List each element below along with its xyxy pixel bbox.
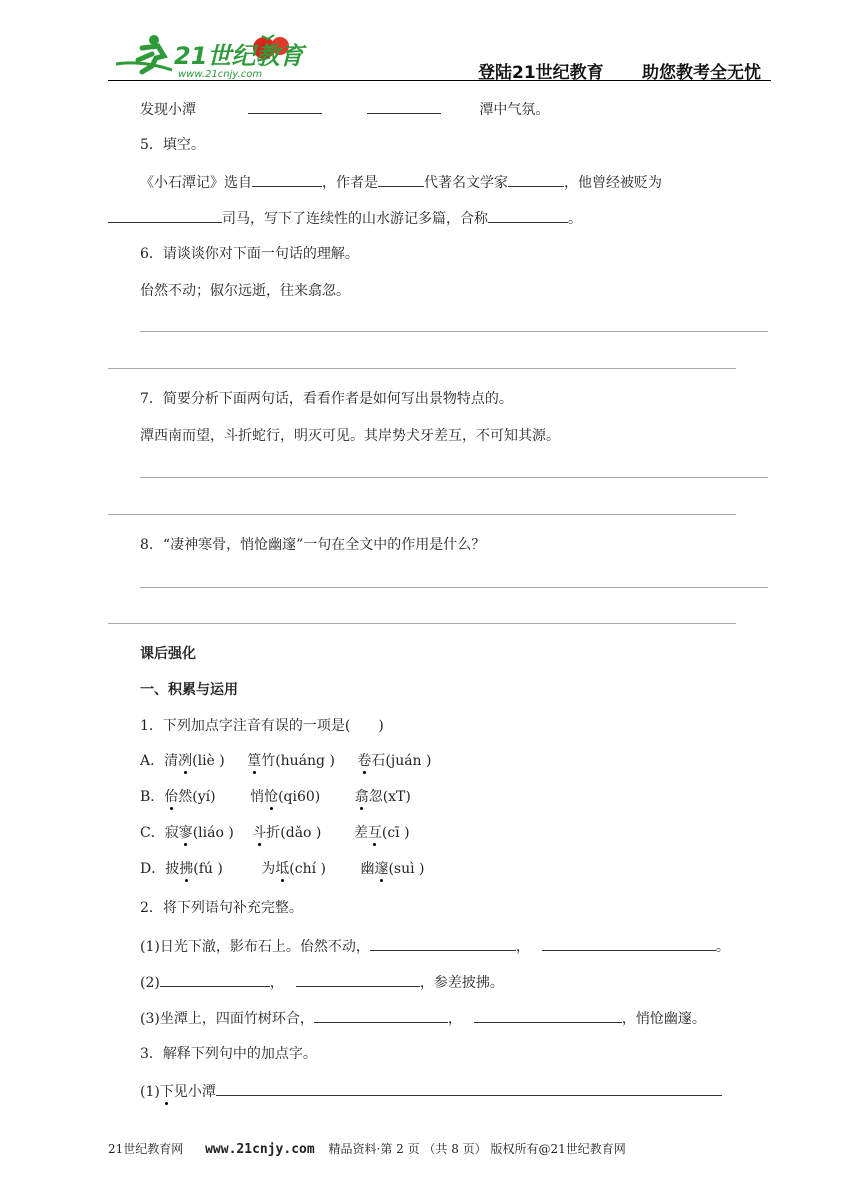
pinyin: (cī ) [381, 825, 410, 841]
pinyin: 石(juán ) [371, 753, 432, 769]
pinyin: 折(dǎo ) [266, 825, 322, 841]
blank[interactable] [370, 937, 516, 951]
option-label: D．披 [140, 861, 180, 877]
header-site-title: 登陆21世纪教育 [478, 63, 604, 83]
runner-icon [116, 35, 172, 72]
q5-para-1 [140, 173, 662, 191]
q8-title: 8．“凄神寒骨，悄怆幽邃”一句在全文中的作用是什么？ [140, 537, 486, 553]
blank[interactable] [367, 100, 441, 114]
pinyin: (suì ) [388, 861, 425, 877]
plain-char: 为 [261, 861, 276, 877]
plain-char: 幽 [360, 861, 375, 877]
blank[interactable] [216, 1082, 722, 1096]
logo-url: www.21cnjy.com [178, 69, 263, 80]
dotted-char: 互 [367, 825, 382, 841]
option-label: B． [140, 789, 165, 805]
dotted-char: 冽 [178, 753, 193, 769]
dotted-char: 寥 [178, 825, 193, 841]
blank[interactable] [314, 1009, 448, 1023]
q2-text: ， [447, 1011, 462, 1027]
answer-line[interactable] [140, 331, 768, 332]
q2-text: ，悄怆幽邃。 [621, 1011, 706, 1027]
q4-line-start: 发现小潭 [140, 102, 196, 118]
q5-text: 司马，写下了连续性的山水游记多篇，合称 [222, 211, 488, 227]
answer-line[interactable] [140, 587, 768, 588]
pinyin: (fú ) [193, 861, 223, 877]
dotted-char: 卷 [357, 753, 372, 769]
q5-text: ，作者是 [322, 175, 378, 191]
answer-line[interactable] [108, 368, 736, 369]
q2-text: ， [515, 939, 530, 955]
dotted-char: 怆 [264, 789, 279, 805]
option-d[interactable] [140, 861, 425, 877]
site-logo [112, 30, 312, 80]
footer-url[interactable]: www.21cnjy.com [205, 1142, 315, 1157]
answer-line[interactable] [140, 477, 768, 478]
plain-char: 差 [353, 825, 368, 841]
blank[interactable] [508, 173, 564, 187]
pinyin: (chí ) [289, 861, 326, 877]
option-label: A．清 [140, 753, 179, 769]
page-footer [108, 1140, 626, 1157]
q3-item-1 [140, 1082, 722, 1100]
option-label: C．寂 [140, 825, 179, 841]
dotted-char: 坻 [275, 861, 290, 877]
dotted-char: 篁 [247, 753, 262, 769]
q3-text: 见小潭 [173, 1084, 216, 1100]
blank[interactable] [296, 973, 420, 987]
q3-title: 3．解释下列句中的加点字。 [140, 1046, 317, 1062]
q2-text: 。 [715, 939, 730, 955]
header-slogan: 助您教考全无忧 [642, 63, 761, 83]
dotted-char: 佁 [164, 789, 179, 805]
q2-text: (2) [140, 975, 160, 991]
blank[interactable] [542, 937, 716, 951]
q4-line [140, 100, 549, 118]
blank[interactable] [252, 173, 322, 187]
q6-quote: 佁然不动；俶尔远逝，往来翕忽。 [140, 283, 350, 299]
blank[interactable] [488, 209, 568, 223]
blank[interactable] [108, 209, 222, 223]
q2-title: 2．将下列语句补充完整。 [140, 900, 303, 916]
pinyin: (liáo ) [192, 825, 234, 841]
mc1-title: 1．下列加点字注音有误的一项是( ) [140, 718, 384, 734]
blank[interactable] [248, 100, 322, 114]
pinyin: (liè ) [192, 753, 225, 769]
footer-site-name: 21世纪教育网 [108, 1142, 184, 1156]
pinyin: 忽(xT) [368, 789, 411, 805]
dotted-char: 拂 [179, 861, 194, 877]
blank[interactable] [474, 1009, 622, 1023]
answer-line[interactable] [108, 623, 736, 624]
blank[interactable] [160, 973, 270, 987]
pinyin: 然(yí) [178, 789, 216, 805]
q5-para-2 [108, 209, 582, 227]
pinyin: (qi60) [278, 789, 321, 805]
q6-title: 6．请谈谈你对下面一句话的理解。 [140, 246, 359, 262]
q5-title: 5．填空。 [140, 137, 205, 153]
section-heading: 课后强化 [140, 646, 196, 662]
q7-quote: 潭西南而望，斗折蛇行，明灭可见。其岸势犬牙差互，不可知其源。 [140, 428, 560, 444]
q7-title: 7．简要分析下面两句话，看看作者是如何写出景物特点的。 [140, 391, 513, 407]
option-a[interactable] [140, 753, 432, 769]
q5-text: 。 [568, 211, 582, 227]
q2-text: ， [269, 975, 284, 991]
q2-text: ，参差披拂。 [419, 975, 504, 991]
q4-line-end: 潭中气氛。 [479, 102, 550, 118]
q2-text: (1)日光下澈，影布石上。佁然不动， [140, 939, 370, 955]
q3-text: (1) [140, 1084, 160, 1100]
section-subheading: 一、积累与运用 [140, 682, 238, 698]
answer-line[interactable] [108, 514, 736, 515]
q5-text: 代著名文学家 [424, 175, 508, 191]
dotted-char: 翕 [354, 789, 369, 805]
q2-item-2 [140, 973, 504, 991]
blank[interactable] [378, 173, 424, 187]
option-c[interactable] [140, 825, 410, 841]
q2-text: (3)坐潭上，四面竹树环合， [140, 1011, 314, 1027]
q2-item-1 [140, 937, 730, 955]
q5-text: ，他曾经被贬为 [564, 175, 662, 191]
dotted-char: 下 [159, 1084, 174, 1100]
logo-text: 21世纪教育 [174, 42, 304, 70]
header-rule [108, 80, 771, 81]
footer-info: 精品资料·第 2 页 （共 8 页） 版权所有@21世纪教育网 [328, 1142, 626, 1156]
plain-char: 悄 [250, 789, 265, 805]
dotted-char: 斗 [252, 825, 267, 841]
dotted-char: 邃 [374, 861, 389, 877]
pinyin: 竹(huáng ) [261, 753, 335, 769]
q5-text: 《小石潭记》选自 [140, 175, 252, 191]
q2-item-3 [140, 1009, 706, 1027]
option-b[interactable] [140, 789, 411, 805]
